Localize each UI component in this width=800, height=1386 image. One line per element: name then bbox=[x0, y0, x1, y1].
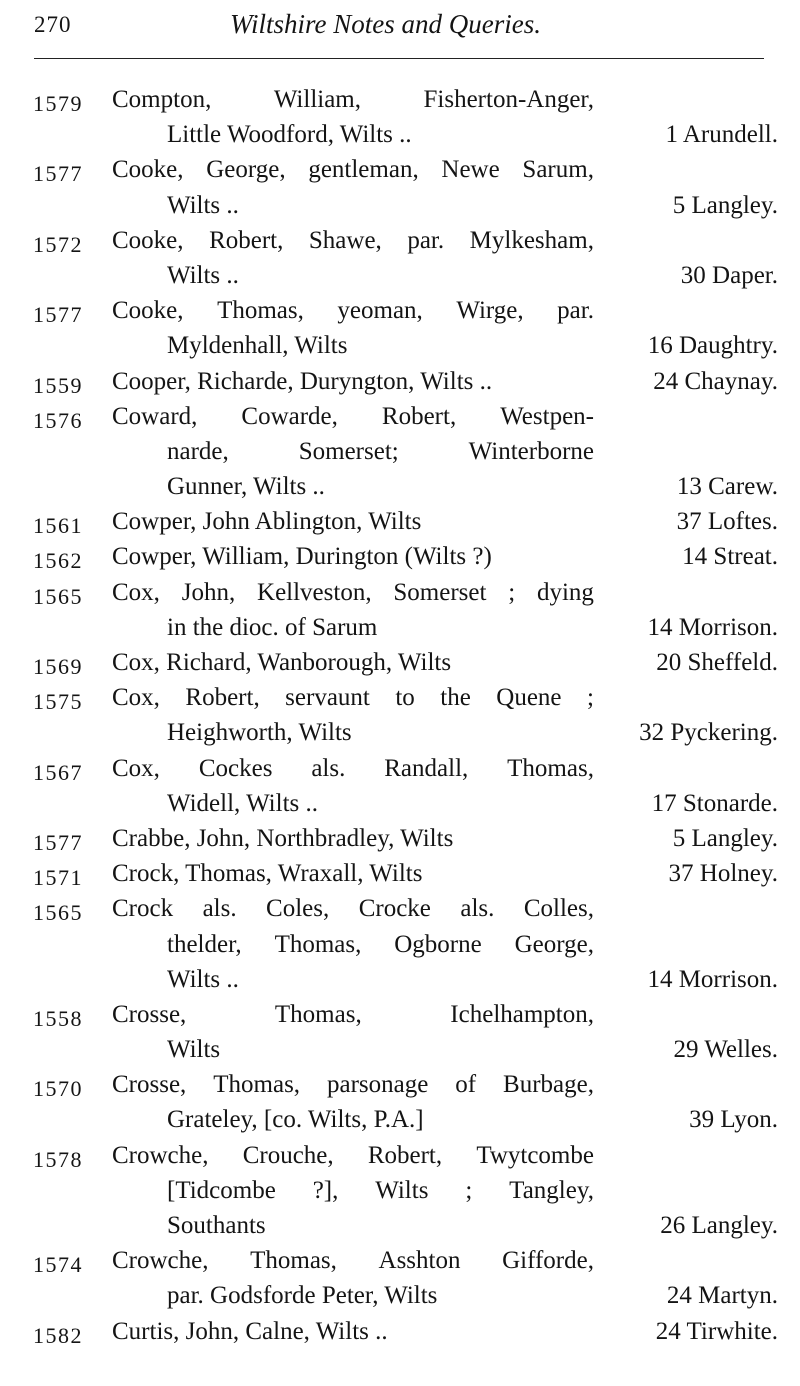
entry-year: 1565 bbox=[33, 900, 83, 926]
entry-text: Cooke, Robert, Shawe, par. Mylkesham, bbox=[112, 226, 594, 254]
entry-text: Cooke, Thomas, yeoman, Wirge, par. bbox=[112, 297, 594, 325]
entry-reference: 24 Chaynay. bbox=[653, 367, 778, 395]
page-number: 270 bbox=[34, 12, 72, 37]
index-entry bbox=[0, 1314, 800, 1349]
entry-text: Crock als. Coles, Crocke als. Colles, bbox=[112, 895, 594, 923]
entry-line bbox=[0, 645, 800, 680]
entry-line bbox=[0, 188, 800, 223]
entry-year: 1572 bbox=[33, 231, 83, 257]
entry-reference: 30 Daper. bbox=[680, 261, 778, 289]
entry-line bbox=[0, 1243, 800, 1278]
entry-year: 1567 bbox=[33, 759, 83, 785]
entry-line bbox=[0, 575, 800, 610]
entry-line bbox=[0, 997, 800, 1032]
entry-text: Cox, Cockes als. Randall, Thomas, bbox=[112, 754, 594, 782]
entry-line bbox=[0, 856, 800, 891]
entry-line bbox=[0, 1173, 800, 1208]
entry-line bbox=[0, 715, 800, 750]
entry-text: Cox, Richard, Wanborough, Wilts bbox=[112, 649, 452, 676]
entry-year: 1570 bbox=[33, 1076, 83, 1102]
entry-line bbox=[0, 891, 800, 926]
entry-year: 1569 bbox=[33, 654, 83, 679]
entry-year: 1577 bbox=[33, 829, 83, 855]
entry-reference: 16 Daughtry. bbox=[647, 332, 778, 360]
entry-text: Cowper, John Ablington, Wilts bbox=[112, 508, 422, 536]
entry-reference: 24 Martyn. bbox=[666, 1282, 778, 1310]
entry-text: Crosse, Thomas, Ichelhampton, bbox=[112, 1000, 594, 1028]
entry-line bbox=[0, 82, 800, 117]
entry-text: Cox, John, Kellveston, Somerset ; dying bbox=[112, 578, 594, 606]
header-rule bbox=[34, 58, 764, 59]
entry-line bbox=[0, 1278, 800, 1313]
entry-line bbox=[0, 1102, 800, 1137]
entry-year: 1562 bbox=[33, 548, 83, 574]
entry-year: 1561 bbox=[33, 513, 83, 539]
entry-line bbox=[0, 962, 800, 997]
entry-text: [Tidcombe ?], Wilts ; Tangley, bbox=[167, 1176, 594, 1204]
entry-reference: 24 Tirwhite. bbox=[655, 1317, 778, 1345]
index-entry bbox=[0, 399, 800, 505]
entry-line bbox=[0, 258, 800, 293]
entry-line bbox=[0, 469, 800, 504]
entry-text: Crowche, Crouche, Robert, Twytcombe bbox=[112, 1141, 594, 1169]
entry-text: in the dioc. of Sarum bbox=[167, 613, 378, 641]
entry-reference: 17 Stonarde. bbox=[651, 789, 778, 817]
index-entry bbox=[0, 539, 800, 574]
entry-reference: 32 Pyckering. bbox=[639, 719, 778, 747]
entry-reference: 26 Langley. bbox=[660, 1212, 778, 1239]
entry-text: Cooper, Richarde, Duryngton, Wilts .. bbox=[112, 367, 493, 395]
index-entry bbox=[0, 1138, 800, 1244]
entry-reference: 29 Welles. bbox=[673, 1036, 778, 1064]
entry-year: 1574 bbox=[33, 1252, 83, 1278]
entry-line bbox=[0, 152, 800, 187]
index-entry bbox=[0, 364, 800, 399]
entry-reference: 1 Arundell. bbox=[665, 121, 778, 149]
entry-reference: 14 Streat. bbox=[682, 543, 778, 571]
index-entry bbox=[0, 680, 800, 750]
entry-year: 1558 bbox=[33, 1005, 83, 1031]
index-entry bbox=[0, 82, 800, 152]
entry-line bbox=[0, 786, 800, 821]
index-entry bbox=[0, 645, 800, 680]
entry-line bbox=[0, 364, 800, 399]
entry-text: Crowche, Thomas, Asshton Gifforde, bbox=[112, 1247, 594, 1275]
entry-text: Heighworth, Wilts bbox=[167, 719, 352, 747]
entry-line bbox=[0, 680, 800, 715]
entry-text: Cox, Robert, servaunt to the Quene ; bbox=[112, 684, 594, 712]
entry-line bbox=[0, 223, 800, 258]
entry-line bbox=[0, 504, 800, 539]
entry-text: Gunner, Wilts .. bbox=[167, 473, 325, 501]
index-entry bbox=[0, 575, 800, 645]
index-entry bbox=[0, 504, 800, 539]
index-entry bbox=[0, 856, 800, 891]
entry-year: 1577 bbox=[33, 302, 83, 328]
entry-text: Southants bbox=[167, 1212, 266, 1239]
entry-text: Coward, Cowarde, Robert, Westpen- bbox=[112, 402, 594, 430]
entry-line bbox=[0, 751, 800, 786]
entry-line bbox=[0, 328, 800, 363]
entry-text: Little Woodford, Wilts .. bbox=[167, 121, 412, 149]
entry-text: Wilts .. bbox=[167, 191, 239, 219]
entry-reference: 14 Morrison. bbox=[647, 613, 778, 641]
entry-text: Crosse, Thomas, parsonage of Burbage, bbox=[112, 1071, 594, 1099]
entry-text: Cooke, George, gentleman, Newe Sarum, bbox=[112, 156, 594, 184]
entry-year: 1577 bbox=[33, 161, 83, 187]
entry-text: Crabbe, John, Northbradley, Wilts bbox=[112, 824, 454, 852]
entry-year: 1578 bbox=[33, 1146, 83, 1172]
index-entry bbox=[0, 1067, 800, 1137]
index-entry bbox=[0, 821, 800, 856]
entry-year: 1582 bbox=[33, 1322, 83, 1348]
index-entry bbox=[0, 751, 800, 821]
entry-year: 1579 bbox=[33, 91, 83, 116]
running-title: Wiltshire Notes and Queries. bbox=[230, 9, 541, 39]
index-entry bbox=[0, 223, 800, 293]
index-entry bbox=[0, 293, 800, 363]
index-entry bbox=[0, 891, 800, 997]
index-entry bbox=[0, 152, 800, 222]
entry-text: Wilts .. bbox=[167, 965, 239, 993]
entry-line bbox=[0, 293, 800, 328]
page-header bbox=[0, 0, 800, 60]
entry-text: Cowper, William, Durington (Wilts ?) bbox=[112, 543, 492, 571]
entry-reference: 5 Langley. bbox=[672, 824, 778, 852]
entry-line bbox=[0, 1067, 800, 1102]
entry-reference: 37 Loftes. bbox=[676, 508, 778, 536]
entry-line bbox=[0, 821, 800, 856]
entry-reference: 20 Sheffeld. bbox=[656, 649, 778, 676]
index-entry bbox=[0, 1243, 800, 1313]
entry-text: narde, Somerset; Winterborne bbox=[167, 437, 594, 465]
entry-reference: 14 Morrison. bbox=[647, 965, 778, 993]
entry-text: Compton, William, Fisherton-Anger, bbox=[112, 86, 594, 113]
index-entries bbox=[0, 82, 800, 1349]
entry-year: 1559 bbox=[33, 372, 83, 398]
entry-year: 1575 bbox=[33, 689, 83, 715]
entry-text: thelder, Thomas, Ogborne George, bbox=[167, 930, 594, 958]
entry-text: Wilts .. bbox=[167, 261, 239, 289]
entry-text: Grateley, [co. Wilts, P.A.] bbox=[167, 1106, 424, 1134]
entry-reference: 5 Langley. bbox=[672, 191, 778, 219]
index-entry bbox=[0, 997, 800, 1067]
entry-year: 1571 bbox=[33, 865, 83, 891]
entry-year: 1576 bbox=[33, 407, 83, 433]
entry-line bbox=[0, 1314, 800, 1349]
entry-line bbox=[0, 399, 800, 434]
entry-year: 1565 bbox=[33, 583, 83, 609]
entry-reference: 37 Holney. bbox=[668, 860, 778, 888]
entry-reference: 39 Lyon. bbox=[689, 1106, 778, 1134]
entry-line bbox=[0, 1032, 800, 1067]
entry-text: Wilts bbox=[167, 1036, 221, 1064]
entry-line bbox=[0, 1208, 800, 1243]
entry-text: Widell, Wilts .. bbox=[167, 789, 318, 817]
entry-line bbox=[0, 927, 800, 962]
entry-line bbox=[0, 1138, 800, 1173]
entry-line bbox=[0, 610, 800, 645]
entry-line bbox=[0, 117, 800, 152]
entry-text: par. Godsforde Peter, Wilts bbox=[167, 1282, 438, 1310]
entry-reference: 13 Carew. bbox=[676, 473, 778, 501]
entry-text: Curtis, John, Calne, Wilts .. bbox=[112, 1317, 388, 1345]
entry-line bbox=[0, 539, 800, 574]
entry-line bbox=[0, 434, 800, 469]
entry-text: Crock, Thomas, Wraxall, Wilts bbox=[112, 860, 423, 888]
entry-text: Myldenhall, Wilts bbox=[167, 332, 348, 360]
